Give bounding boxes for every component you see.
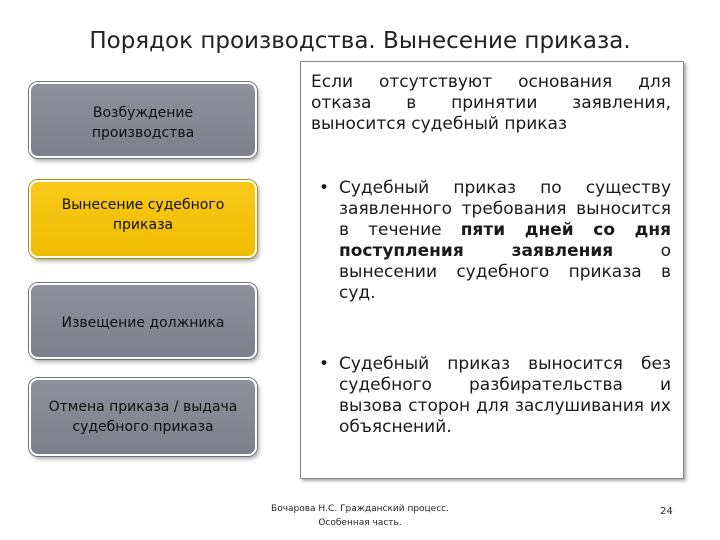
intro-text: Если отсутствуют основания для отказа в принятии заявления, выносится судебный приказ	[311, 72, 671, 134]
page-title: Порядок производства. Вынесение приказа.	[89, 28, 631, 54]
footer-citation	[245, 502, 475, 530]
bullet-icon: •	[319, 178, 330, 198]
bullet-no-hearing	[311, 354, 671, 438]
content-panel	[300, 61, 684, 479]
step-issuing-order	[29, 180, 257, 258]
step-initiation	[29, 82, 257, 158]
step-label: Отмена приказа / выдача судебного приказа	[48, 399, 238, 435]
bullet-deadline	[311, 178, 671, 304]
step-cancel-or-issue	[29, 378, 257, 456]
footer-line: Бочарова Н.С. Гражданский процесс.	[271, 504, 449, 514]
step-label: Возбуждение производства	[91, 105, 195, 141]
step-debtor-notice	[29, 283, 257, 359]
page-number: 24	[660, 506, 673, 517]
bullet-text: Судебный приказ выносится без судебного разбирательства и вызова сторон для заслушивания их объяснений.	[339, 354, 671, 437]
bullet-text-bold: пяти дней со дня поступления заявления	[339, 220, 671, 261]
bullet-text-before: Судебный приказ по существу заявленного требования выносится в течение	[339, 178, 671, 240]
step-label: Извещение должника	[61, 315, 225, 331]
bullet-icon: •	[319, 354, 330, 374]
footer-line: Особенная часть.	[318, 518, 402, 528]
bullet-text-after: о вынесении судебного приказа в суд.	[339, 241, 671, 303]
step-label: Вынесение судебного приказа	[61, 197, 225, 233]
